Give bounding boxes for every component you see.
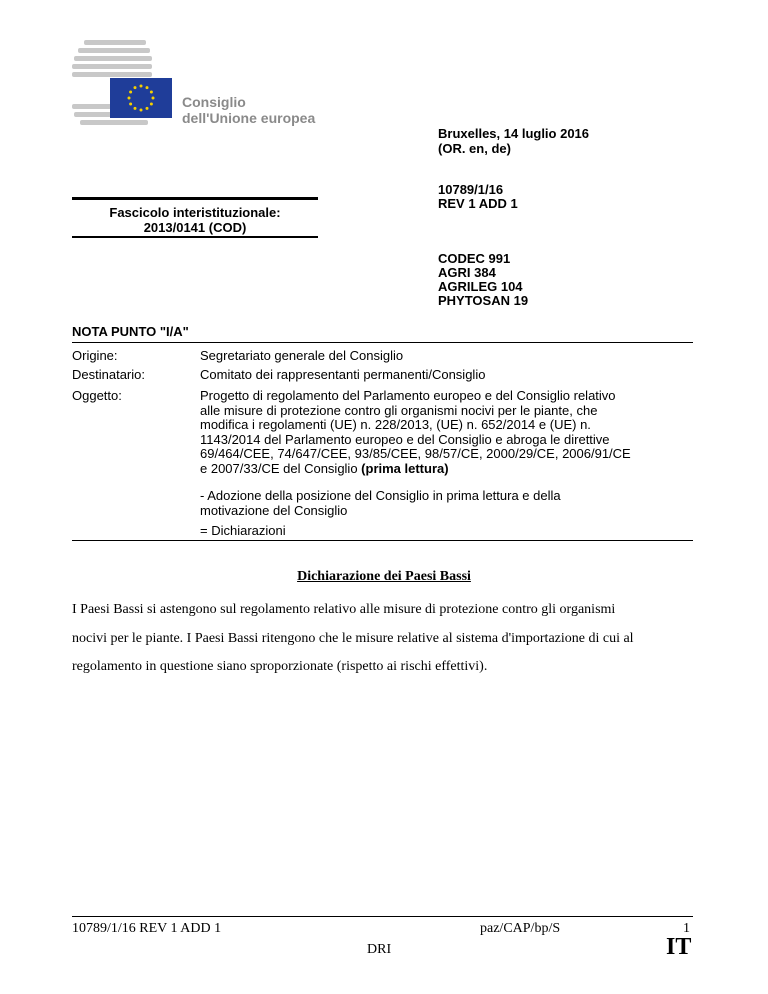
logo-line-2: dell'Unione europea xyxy=(182,110,316,126)
code-phytosan: PHYTOSAN 19 xyxy=(438,293,529,308)
fascicolo-box xyxy=(72,201,318,235)
footer-doc-ref: 10789/1/16 REV 1 ADD 1 xyxy=(72,921,222,936)
oggetto-label: Oggetto: xyxy=(72,388,122,403)
oggetto-line: Progetto di regolamento del Parlamento europeo e del Consiglio relativo xyxy=(200,388,616,403)
oggetto-last-text: e 2007/33/CE del Consiglio xyxy=(200,460,362,476)
table-bottom-rule xyxy=(72,540,693,541)
oggetto-line: alle misure di protezione contro gli organismi nocivi per le piante, che xyxy=(200,402,598,418)
footer-rule xyxy=(72,916,693,917)
revision-number: REV 1 ADD 1 xyxy=(438,196,518,211)
section-title: Dichiarazione dei Paesi Bassi xyxy=(297,569,471,584)
section-body xyxy=(72,596,700,682)
eu-star-icon xyxy=(129,91,132,94)
oggetto-value xyxy=(200,389,695,476)
body-line: regolamento in questione siano sproporzionate (rispetto ai rischi effettivi). xyxy=(72,659,488,674)
oggetto-line-last xyxy=(200,462,695,477)
oggetto-line: modifica i regolamenti (UE) n. 228/2013, (UE) n. 652/2014 e (UE) n. xyxy=(200,417,591,432)
oggetto-line: 69/464/CEE, 74/647/CEE, 93/85/CEE, 98/57/CE, 2000/29/CE, 2006/91/CE xyxy=(200,446,631,461)
fascicolo-bottom-rule xyxy=(72,236,318,238)
destinatario-label: Destinatario: xyxy=(72,367,145,382)
eu-star-icon xyxy=(152,97,155,100)
origine-value: Segretariato generale del Consiglio xyxy=(200,348,404,363)
fascicolo-label: Fascicolo interistituzionale: xyxy=(109,205,281,220)
footer-dept: DRI xyxy=(367,942,392,957)
code-agri: AGRI 384 xyxy=(438,265,496,280)
code-codec: CODEC 991 xyxy=(438,251,511,266)
date-line: Bruxelles, 14 luglio 2016 xyxy=(438,126,590,141)
prima-lettura: (prima lettura) xyxy=(361,460,449,476)
eu-star-icon xyxy=(134,107,137,110)
eu-star-icon xyxy=(140,85,143,88)
adozione-line-2: motivazione del Consiglio xyxy=(200,502,348,518)
original-languages: (OR. en, de) xyxy=(438,141,511,156)
eu-star-icon xyxy=(134,86,137,89)
eu-star-icon xyxy=(129,103,132,106)
fascicolo-value: 2013/0141 (COD) xyxy=(143,220,247,235)
nota-title: NOTA PUNTO "I/A" xyxy=(72,324,189,339)
eu-star-icon xyxy=(146,107,149,110)
code-agrileg: AGRILEG 104 xyxy=(438,279,523,294)
eu-star-icon xyxy=(150,91,153,94)
oggetto-line: 1143/2014 del Parlamento europeo e del Consiglio e abroga le direttive xyxy=(200,431,610,447)
destinatario-value: Comitato dei rappresentanti permanenti/Consiglio xyxy=(200,367,486,382)
body-line: I Paesi Bassi si astengono sul regolamento relativo alle misure di protezione contro gli organismi xyxy=(72,602,616,617)
adozione-line-1: - Adozione della posizione del Consiglio in prima lettura e della xyxy=(200,488,561,503)
table-top-rule xyxy=(72,342,693,343)
logo-line-1: Consiglio xyxy=(182,94,246,110)
footer-page-number: 1 xyxy=(683,921,690,936)
eu-star-icon xyxy=(140,109,143,112)
adozione-text xyxy=(200,489,695,518)
document-number: 10789/1/16 xyxy=(438,182,504,197)
body-line: nocivi per le piante. I Paesi Bassi ritengono che le misure relative al sistema d'importazione di cui al xyxy=(72,630,634,646)
eu-flag-icon xyxy=(110,78,172,118)
origine-label: Origine: xyxy=(72,348,118,363)
dichiarazioni-text: = Dichiarazioni xyxy=(200,523,286,538)
eu-star-icon xyxy=(146,86,149,89)
footer-language: IT xyxy=(666,934,692,960)
eu-star-icon xyxy=(128,97,131,100)
fascicolo-top-rule xyxy=(72,197,318,200)
eu-star-icon xyxy=(150,103,153,106)
footer-initials: paz/CAP/bp/S xyxy=(480,921,561,936)
